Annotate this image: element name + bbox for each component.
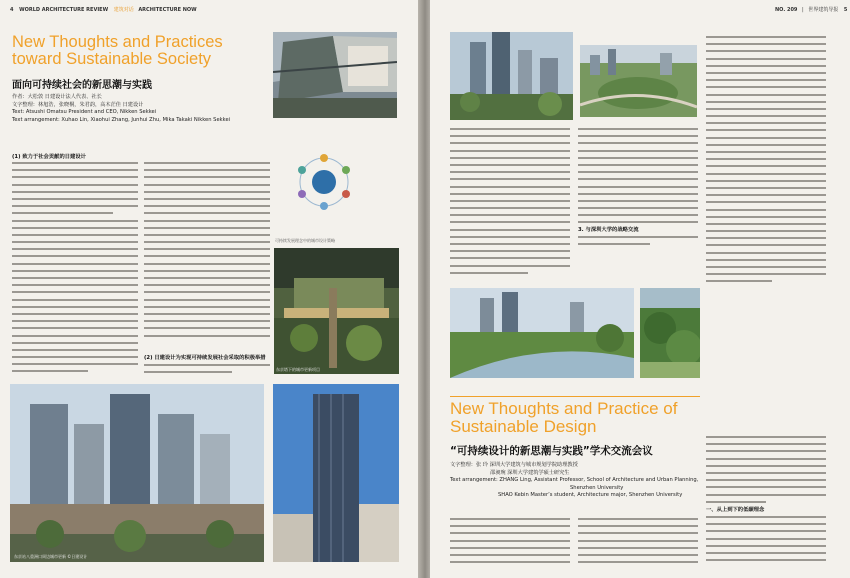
right-page-header: NO. 209 | 世界建筑导报 5 (775, 7, 848, 13)
right-body-column-2b (578, 236, 698, 250)
credit-cn-1: 文字整理：张 玲 深圳大学建筑与城市规划学院助理教授 (450, 462, 578, 468)
article-title-cn: 面向可持续社会的新思潮与实践 (12, 80, 152, 91)
conference-title-cn: “可持续设计的新思潮与实践”学术交流会议 (450, 445, 653, 457)
conference-title-en (450, 400, 677, 436)
section-heading-4: 一、从上到下的低碳理念 (706, 507, 765, 513)
photo-river-park (450, 288, 634, 378)
article-title-en-line2: toward Sustainable Society (12, 50, 212, 69)
credit-cn-2: 邵昶琬 深圳大学建筑学硕士研究生 (490, 469, 570, 476)
conference-body-column-2 (578, 518, 698, 568)
magazine-name: WORLD ARCHITECTURE REVIEW (19, 7, 109, 13)
right-page-number: 5 (843, 7, 848, 13)
issue-number: NO. 209 (775, 7, 798, 13)
byline-cn: 作者：大松敦 日建设计法人代表、社长 (12, 94, 102, 100)
credit-en-1: Text arrangement: ZHANG Ling, Assistant Professor, School of Architecture and Urban Planning, (450, 477, 699, 484)
right-body-column-3 (706, 36, 826, 288)
photo-park-aerial (580, 45, 697, 117)
photo-greenery (640, 288, 700, 378)
article-title-en-line1: New Thoughts and Practices (12, 33, 223, 51)
photo-green-terrace (274, 248, 399, 374)
photo-city-towers (10, 384, 264, 562)
article-byline (12, 94, 230, 124)
right-body-column-2 (578, 128, 698, 229)
column-name-cn: 建筑对话 (113, 7, 134, 13)
article-title-en (12, 34, 223, 69)
right-body-column-1 (450, 128, 570, 279)
caption-terrace: 东京塔下的城市更新项目 (276, 367, 320, 372)
conference-body-column-3b (706, 516, 826, 566)
body-text-column-2b (144, 364, 270, 378)
conference-body-column-3 (706, 436, 826, 508)
photo-shenzhen-towers (450, 32, 573, 120)
conference-title-en-line2: Sustainable Design (450, 416, 597, 436)
section-heading-2: (2) 日建设计为实现可持续发展社会采取的积极举措 (144, 355, 266, 361)
credit-en-3: SHAO Kebin Master’s student, Architecture major, Shenzhen University (498, 492, 683, 499)
right-page (430, 0, 850, 578)
body-text-column-1 (12, 162, 138, 378)
photo-glass-tower (273, 384, 399, 562)
title-rule (450, 396, 700, 397)
conference-title-en-line1: New Thoughts and Practice of (450, 399, 678, 418)
body-text-column-2 (144, 162, 270, 342)
conference-credits (450, 462, 698, 500)
column-name-en: ARCHITECTURE NOW (138, 7, 197, 13)
left-page (0, 0, 420, 578)
arrangement-cn: 文字整理：林旭浩，张晓桐，朱君韵，高木茫佳 日建设计 (12, 101, 144, 108)
photo-plaza-aerial (273, 32, 397, 118)
left-page-header (10, 6, 197, 13)
credit-en-2: Shenzhen University (570, 484, 624, 491)
left-page-number: 4 (10, 7, 14, 13)
conference-body-column-1 (450, 518, 570, 568)
caption-city: 东京站八重洲口周边城市更新 ©日建设计 (14, 554, 88, 559)
section-heading-1: (1) 致力于社会贡献的日建设计 (12, 154, 86, 160)
sustainability-diagram (288, 150, 360, 214)
byline-en: Text: Atsushi Omatsu President and CEO, Nikken Sekkei (12, 109, 157, 116)
magazine-name-cn: 世界建筑导报 (808, 7, 839, 13)
caption-diagram: 可持续发展理念中的城市设计策略 (275, 238, 335, 243)
section-heading-3: 3. 与深圳大学的战略交流 (578, 227, 639, 233)
arrangement-en: Text arrangement: Xuhao Lin, Xiaohui Zhang, Junhui Zhu, Mika Takaki Nikken Sekkei (12, 116, 231, 123)
